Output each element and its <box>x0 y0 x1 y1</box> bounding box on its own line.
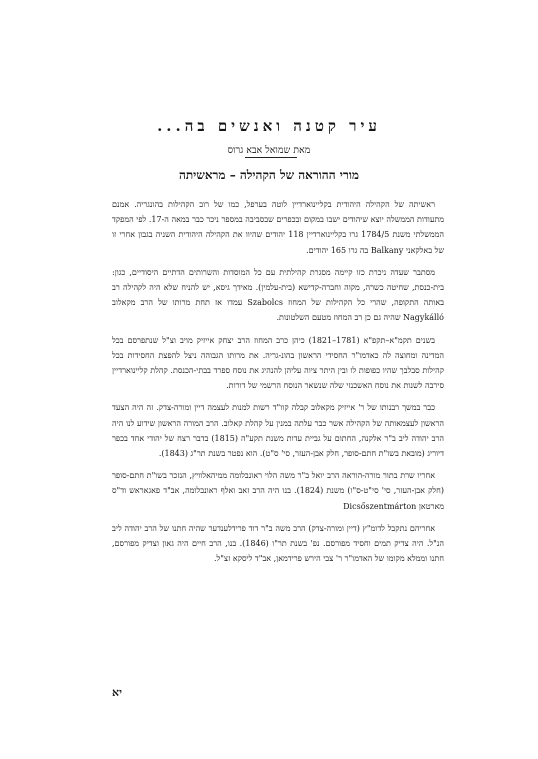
paragraph: אחריו שרת בתור מורה-הוראה הרב יואל ב"ר משה הלוי ראונבלומה ממיהאלוויץ, הנזכר בשו"ת חתם-סופר (חלק אבן-העזר, סי' סי"ט-ס"ו) משנת (1824). בנו היה הרב זאב ואלף ראונבלומה, אב"ד פאגאראש וד"ס מארטאן Dicsőszentmárton <box>112 471 444 511</box>
paragraph: ראשיתה של הקהילה היהודית בקליינוארדיין לוטה בערפל, כמו של רוב הקהילות בהונגריה. אמנם מתעודות הממשלה יוצא שיהודים ישבו במקום ובכפרים שבסביבה במספר ניכר כבר במאה ה-17. לפי המפקד הממשלתי משנת 1784/5 גרו בקליינוארדיין 118 יהודים שהיוו את הקהילה היהודית השניה בגבון אחרי זו של באלקאני Balkany בה גרו 165 יהודים. <box>112 200 444 255</box>
article-body <box>112 197 444 573</box>
paragraph: אחריהם נתקבל לדומ"ץ (דיין ומורה-צדק) הרב משה ב"ר דוד פרידלענדער שהיה חתנו של הרב יהודה ליב הנ"ל. היה צדיק תמים וחסיד מפורסם. נפ' בשנת תר"ו (1846). בנו, הרב חיים היה גאון וצדיק מפורסם, חתנו וממלא מקומו של האדמו"ר ר' צבי הירש פרידמאן, אב"ד ליסקא זצ"ל. <box>112 523 445 564</box>
page-number: יא <box>112 686 122 699</box>
article-subtitle: מורי ההוראה של הקהילה – מראשיתה <box>178 168 360 182</box>
paragraph: מסתבר שעדה ניכרת כזו קיימה מסגרת קהילתית עם כל המוסדות והשרותים הדתיים היסודיים, כגון: בית-כנסת, שחיטה כשרה, מקוה וחברה-קדישא (בית-עלמין). מאידך גיסא, יש להניח שלא היה לקהילה רב באותה התקופה, שהרי כל הקהילות של המחוז Szabolcs עמדו אז תחת מרותו של הרב מקאלוב Nagykálló שהיה גם כן רב המחוז מטעם השלטונות. <box>112 267 444 323</box>
paragraph: כבר במשך רבנותו של ר' אייזיק מקאלוב קבלה קוו"ד רשות למנות לעצמה דיין ומורה-צדק. זה היה הצעד הראשון לעצמאותה של הקהילה אשר כבר עלתה במנין על קהלת קאלוב. הרב המורה הראשון שידוע לנו היה הרב יהודה ליב ב"ר אלקנה, החתום על גביית עדות משנת תקע"ה (1815) בדבר רצח של יהודי אחד בכפר דיוריג (מובאת בשו"ת חתם-סופר, חלק אבן-העזר, סי' ס"ט). הוא נפטר בשנת תר"ג (1843). <box>112 403 445 459</box>
paragraph: בשנים תקמ"א–תקפ"א (1781–1821) כיהן כרב המחוז הרב יצחק אייזיק מויב וצ"ל שנתפרסם בכל המדינה ומחוצה לה כאדמו"ר החסידי הראשון בהונ-גריה. את מרותו הגבוהה ניצל להפצת החסידות בכל קהילות סבלבך שהיו כפופות לו ובין היתר ציוה עליהן להנהיג את נוסח ספרד בבתי-הכנסת. קהלת קליינוארדיין סירבה לשנות את נוסח האשכנזי שלה שנשאר הנוסח הרשמי של דורות. <box>112 335 444 391</box>
title-divider <box>245 157 297 158</box>
article-byline: מאת שמואל אבא גרוס <box>227 145 311 156</box>
article-title: עיר קטנה ואנשים בה... <box>157 117 381 135</box>
